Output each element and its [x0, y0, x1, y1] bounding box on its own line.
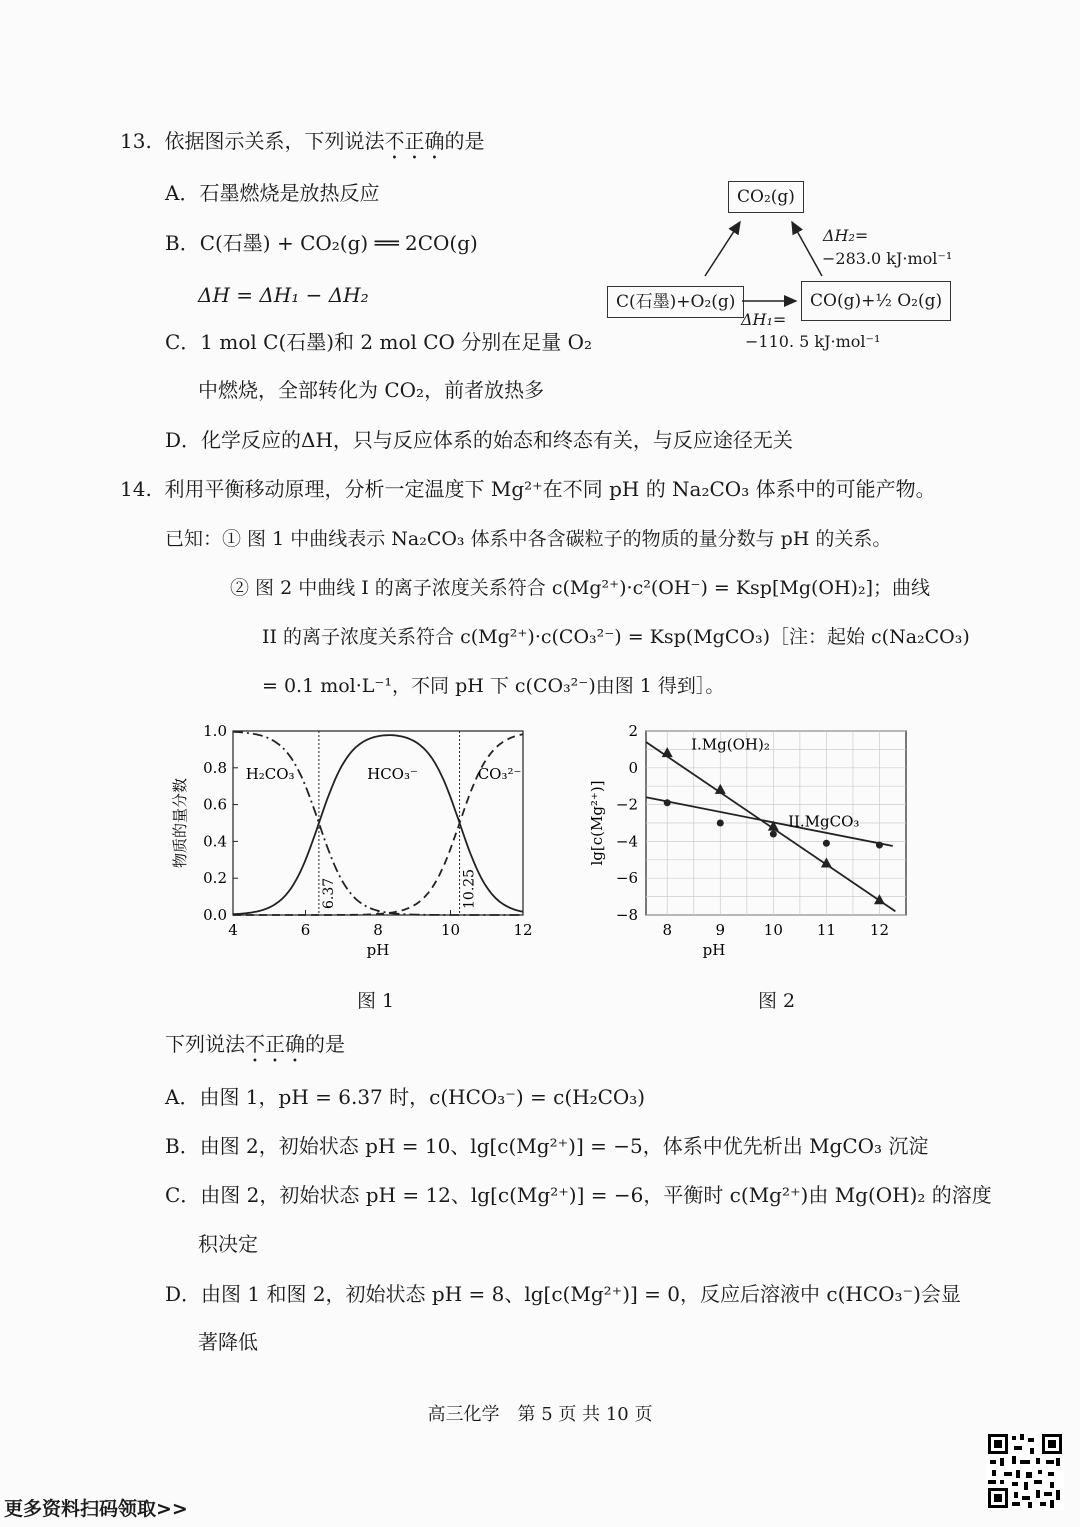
diagram-dh2-label: ΔH₂=	[823, 226, 869, 245]
diagram-box-co: CO(g)+½ O₂(g)	[801, 281, 951, 321]
fig1-series-label: H₂CO₃	[245, 764, 295, 783]
fig2-y-tick-label: 2	[628, 722, 638, 740]
fig2-x-axis-label: pH	[702, 941, 726, 959]
fig2-x-tick-label: 8	[662, 921, 672, 939]
diagram-box-co2: CO₂(g)	[728, 181, 804, 213]
q13-number: 13.	[120, 129, 152, 153]
q14-prompt-emphasis: 不正确	[245, 1032, 305, 1056]
fig2-point-circle	[876, 842, 883, 849]
q14-prompt	[165, 1032, 345, 1067]
fig1-y-tick-label: 1.0	[203, 722, 227, 740]
fig1-plot-frame	[233, 731, 523, 915]
fig2-y-tick-label: −8	[615, 906, 638, 924]
q14-option-a: A．由图 1，pH = 6.37 时，c(HCO₃⁻) = c(H₂CO₃)	[165, 1085, 646, 1109]
q14-prompt-start: 下列说法	[165, 1032, 245, 1056]
fig1-series-0	[233, 732, 523, 915]
fig1-y-tick-label: 0.2	[203, 869, 227, 888]
q14-known-1: 已知：① 图 1 中曲线表示 Na₂CO₃ 体系中各含碳粒子的物质的量分数与 pH 的关系。	[165, 528, 892, 550]
fig1-y-tick-label: 0.0	[203, 906, 227, 924]
q14-known-4: = 0.1 mol·L⁻¹，不同 pH 下 c(CO₃²⁻)由图 1 得到］。	[262, 675, 725, 697]
fig2-point-triangle	[874, 894, 885, 904]
fig1-series-label: HCO₃⁻	[367, 764, 418, 783]
q14-option-c-line2: 积决定	[198, 1232, 258, 1256]
figure-2-caption: 图 2	[758, 990, 796, 1012]
fig1-series-2	[233, 734, 523, 915]
fig1-x-tick-label: 10	[440, 921, 461, 939]
q14-known-3: II 的离子浓度关系符合 c(Mg²⁺)·c(CO₃²⁻) = Ksp(MgCO₃)［注：起始 c(Na₂CO₃)	[262, 626, 970, 648]
fig2-y-axis-label: lg[c(Mg²⁺)]	[588, 780, 606, 866]
arrow-graphite-to-co2	[705, 222, 740, 276]
q13-stem-end: 的是	[444, 129, 485, 153]
fig2-x-tick-label: 11	[816, 921, 836, 939]
fig1-pka-label: 10.25	[461, 868, 478, 909]
q14-known-2: ② 图 2 中曲线 I 的离子浓度关系符合 c(Mg²⁺)·c²(OH⁻) = Ksp[Mg(OH)₂]；曲线	[230, 577, 930, 599]
more-resources-link[interactable]: 更多资料扫码领取>>	[4, 1498, 188, 1520]
fig2-y-tick-label: −4	[615, 832, 638, 851]
arrow-co-to-co2	[792, 222, 822, 276]
q14-option-c-line1: C．由图 2，初始状态 pH = 12、lg[c(Mg²⁺)] = −6，平衡时 c(Mg²⁺)由 Mg(OH)₂ 的溶度	[165, 1183, 992, 1207]
fig2-x-tick-label: 12	[869, 921, 890, 939]
fig1-y-tick-label: 0.4	[203, 832, 227, 851]
diagram-dh1-label: ΔH₁=	[741, 310, 787, 329]
fig1-y-axis-label: 物质的量分数	[171, 777, 189, 869]
diagram-dh2-value: −283.0 kJ·mol⁻¹	[822, 249, 953, 268]
fig1-series-1	[233, 735, 523, 914]
q13-option-b-label: B．	[165, 231, 200, 255]
q13-option-b-equation: C(石墨) + CO₂(g) ══ 2CO(g)	[199, 231, 478, 255]
fig1-series-label: CO₃²⁻	[477, 764, 522, 783]
q13-stem	[120, 129, 485, 164]
fig1-x-axis-label: pH	[366, 941, 390, 959]
figure-2-chart	[580, 715, 920, 970]
q13-option-c-line1: C．1 mol C(石墨)和 2 mol CO 分别在足量 O₂	[165, 330, 593, 354]
q13-option-b	[165, 231, 478, 255]
q14-stem-text: 利用平衡移动原理，分析一定温度下 Mg²⁺在不同 pH 的 Na₂CO₃ 体系中的可能产物。	[164, 477, 936, 501]
q14-option-d-line1: D．由图 1 和图 2，初始状态 pH = 8、lg[c(Mg²⁺)] = 0，反应后溶液中 c(HCO₃⁻)会显	[165, 1282, 961, 1306]
fig2-x-tick-label: 9	[715, 921, 726, 939]
q14-prompt-end: 的是	[305, 1032, 345, 1056]
fig1-y-tick-label: 0.6	[203, 795, 227, 814]
q14-stem	[120, 477, 936, 501]
fig2-point-triangle	[662, 747, 673, 757]
fig1-x-tick-label: 6	[300, 921, 311, 939]
fig2-point-circle	[823, 840, 830, 847]
q13-stem-text: 依据图示关系，下列说法	[164, 129, 385, 153]
q14-number: 14.	[120, 477, 152, 501]
fig1-pka-label: 6.37	[320, 877, 337, 909]
fig2-y-tick-label: 0	[628, 758, 638, 777]
q13-option-d: D．化学反应的ΔH，只与反应体系的始态和终态有关，与反应途径无关	[165, 428, 793, 452]
q13-option-a: A．石墨燃烧是放热反应	[165, 181, 380, 205]
q13-emphasis: 不正确	[384, 129, 445, 153]
fig2-point-circle	[770, 831, 777, 838]
qr-code-icon	[986, 1432, 1064, 1510]
fig2-x-tick-label: 10	[763, 921, 783, 939]
figure-1-caption: 图 1	[357, 990, 395, 1012]
diagram-box-graphite: C(石墨)+O₂(g)	[607, 286, 744, 318]
fig1-x-tick-label: 12	[513, 921, 533, 939]
fig1-y-tick-label: 0.8	[203, 758, 227, 777]
diagram-dh1-value: −110. 5 kJ·mol⁻¹	[745, 332, 881, 351]
fig2-y-tick-label: −6	[615, 869, 638, 888]
fig2-y-tick-label: −2	[615, 795, 638, 814]
fig2-point-circle	[664, 799, 671, 806]
q13-option-b-dh: ΔH = ΔH₁ − ΔH₂	[198, 283, 369, 307]
fig2-series-label-2: II.MgCO₃	[788, 812, 860, 831]
q14-option-d-line2: 著降低	[198, 1330, 258, 1354]
figure-1-chart	[165, 715, 545, 970]
fig2-point-circle	[717, 820, 724, 827]
fig1-x-tick-label: 4	[228, 921, 238, 939]
q13-option-c-line2: 中燃烧，全部转化为 CO₂，前者放热多	[198, 378, 545, 402]
page-footer: 高三化学 第 5 页 共 10 页	[427, 1404, 653, 1425]
q14-option-b: B．由图 2，初始状态 pH = 10、lg[c(Mg²⁺)] = −5，体系中优先析出 MgCO₃ 沉淀	[165, 1134, 929, 1158]
fig2-series-label-1: I.Mg(OH)₂	[691, 735, 770, 754]
fig1-x-tick-label: 8	[373, 921, 383, 939]
